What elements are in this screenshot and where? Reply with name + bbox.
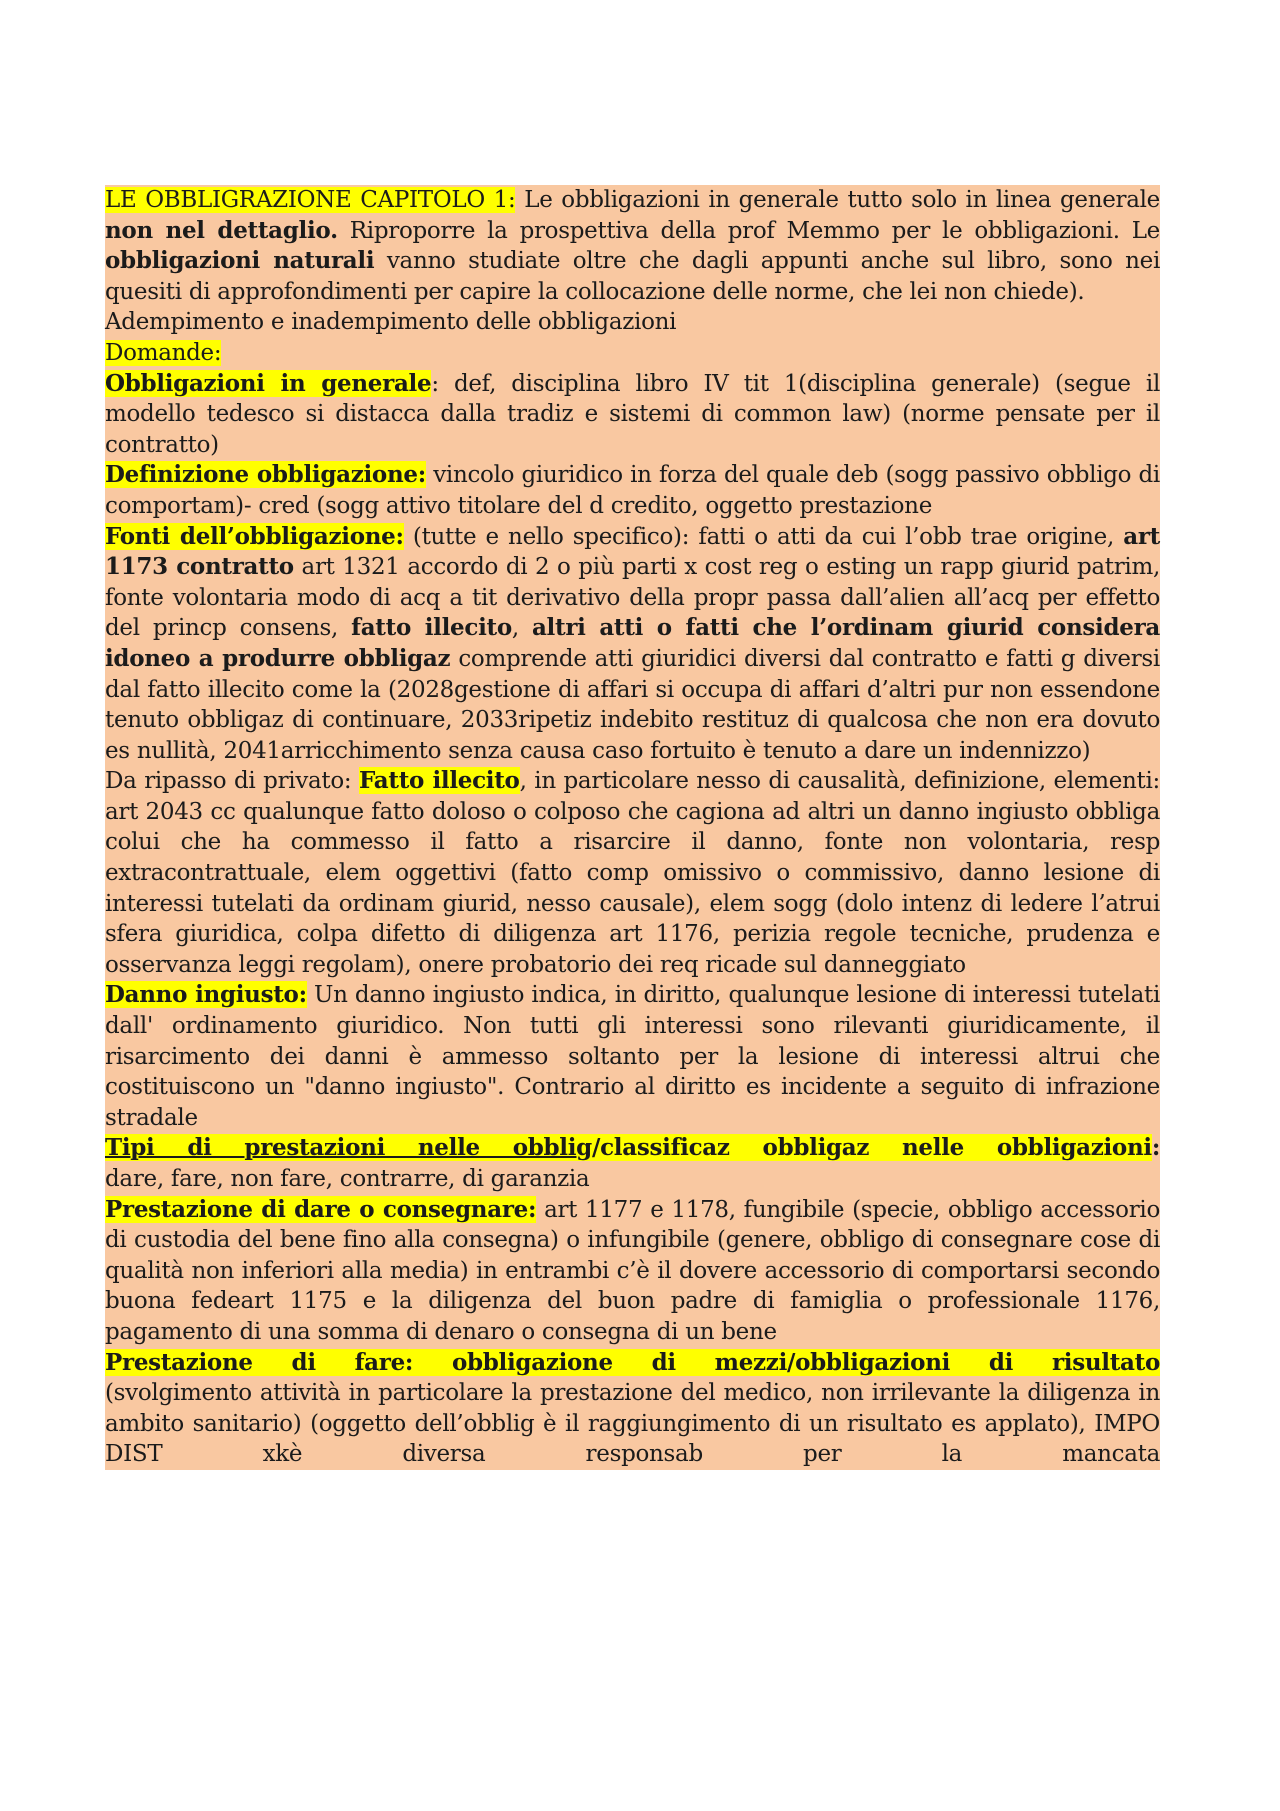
text-run: obbligazioni naturali [105,247,375,275]
text-run: Adempimento e inadempimento delle obbligazioni [105,309,677,336]
definizione-obbligazione [105,460,1160,521]
text-run: vanno studiate oltre che dagli appunti anche sul libro, sono nei quesiti di approfondimenti per capire la collocazione delle norme, che lei non chiede). [105,248,1160,305]
text-run: fatto illecito [351,614,512,642]
intro-paragraph [105,185,1160,307]
text-run: dare, fare, non fare, contrarre, di garanzia [105,1166,590,1192]
prestazione-fare-heading [105,1348,1160,1379]
text-run: (tutte e nello specifico): fatti o atti da cui l’obb trae origine, [403,523,1124,550]
text-run: , [511,615,532,642]
text-run: altri atti o fatti che l’ordinam giurid considera idoneo a produrre obbligaz [105,614,1160,672]
text-run: : [1151,1134,1161,1162]
text-run: non nel dettaglio. [105,216,338,244]
notes-block [105,185,1160,1470]
domande-heading [105,338,1160,369]
text-run: (svolgimento attività in particolare la prestazione del medico, non irrilevante la diligenza in ambito sanitario) (oggetto dell’obblig è il raggiungimento di un risultato es applato), IMPO DIST xkè diversa responsab per la mancata [105,1380,1160,1468]
highlighted-text-run: Fonti dell’obbligazione: [105,522,404,550]
highlighted-text-run: Fatto illecito [359,767,520,795]
fonti-obbligazione [105,522,1160,767]
text-run: Da ripasso di privato: [105,768,360,795]
highlighted-text-run: /classificaz obbligaz nelle obbligazioni [591,1134,1152,1162]
text-run: vincolo giuridico in forza del quale deb (sogg passivo obbligo di comportam)- cred (sogg attivo titolare del d credito, oggetto prestazione [105,462,1160,519]
tipi-prestazioni-list [105,1164,1160,1195]
highlighted-text-run: Tipi di prestazioni nelle obblig [105,1134,592,1162]
highlighted-text-run: Prestazione di dare o consegnare: [105,1195,537,1223]
text-run: Un danno ingiusto indica, in diritto, qualunque lesione di interessi tutelati dall' ordinamento giuridico. Non tutti gli interessi sono rilevanti giuridicamente, il risarcimento dei danni è ammesso soltanto per la lesione di interessi altrui che costituiscono un "danno ingiusto". Contrario al diritto es incidente a seguito di infrazione stradale [105,982,1161,1131]
obbligazioni-in-generale [105,369,1160,461]
highlighted-text-run: Domande: [105,339,222,366]
prestazione-fare-body [105,1378,1160,1470]
highlighted-text-run: Prestazione di fare: obbligazione di mezzi/obbligazioni di risultato [105,1348,1160,1376]
text-run: art 1321 accordo di 2 o più parti x cost reg o esting un rapp giurid patrim, fonte volontaria modo di acq a tit derivativo della propr passa dall’alien all’acq per effetto del princp consens, [105,554,1161,642]
highlighted-text-run: Obbligazioni in generale [105,369,432,397]
text-run: art 1173 contratto [105,522,1161,581]
text-run: Riproporre la prospettiva della prof Memmo per le obbligazioni. Le [337,217,1160,244]
highlighted-text-run: LE OBBLIGRAZIONE CAPITOLO 1: [105,187,516,213]
adempimento-line [105,307,1160,338]
text-run: , in particolare nesso di causalità, definizione, elementi: art 2043 cc qualunque fatto doloso o colposo che cagiona ad altri un danno ingiusto obbliga colui che ha commesso il fatto a risarcire il danno, fonte non volontaria, resp extracontrattuale, elem oggettivi (fatto comp omissivo o commissivo, danno lesione di interessi tutelati da ordinam giurid, nesso causale), elem sogg (dolo intenz di ledere l’atrui sfera giuridica, colpa difetto di diligenza art 1176, perizia regole tecniche, prudenza e osservanza leggi regolam), onere probatorio dei req ricade sul danneggiato [105,768,1160,978]
text-run: Le obbligazioni in generale tutto solo in linea generale [515,187,1160,213]
danno-ingiusto [105,980,1160,1133]
tipi-prestazioni-heading [105,1133,1160,1164]
fatto-illecito-ripasso [105,766,1160,980]
highlighted-text-run: Definizione obbligazione: [105,461,426,489]
text-run: : def, disciplina libro IV tit 1(disciplina generale) (segue il modello tedesco si distacca dalla tradiz e sistemi di common law) (norme pensate per il contratto) [105,370,1160,458]
text-run: comprende atti giuridici diversi dal contratto e fatti g diversi dal fatto illecito come la (2028gestione di affari si occupa di affari d’altri pur non essendone tenuto obbligaz di continuare, 2033ripetiz indebito restituz di qualcosa che non era dovuto es nullità, 2041arricchimento senza causa caso fortuito è tenuto a dare un indennizzo) [105,645,1160,764]
highlighted-text-run: Danno ingiusto: [105,981,307,1009]
text-run: art 1177 e 1178, fungibile (specie, obbligo accessorio di custodia del bene fino alla consegna) o infungibile (genere, obbligo di consegnare cose di qualità non inferiori alla media) in entrambi c’è il dovere accessorio di comportarsi secondo buona fedeart 1175 e la diligenza del buon padre di famiglia o professionale 1176, pagamento di una somma di denaro o consegna di un bene [105,1196,1160,1345]
prestazione-dare [105,1195,1160,1348]
